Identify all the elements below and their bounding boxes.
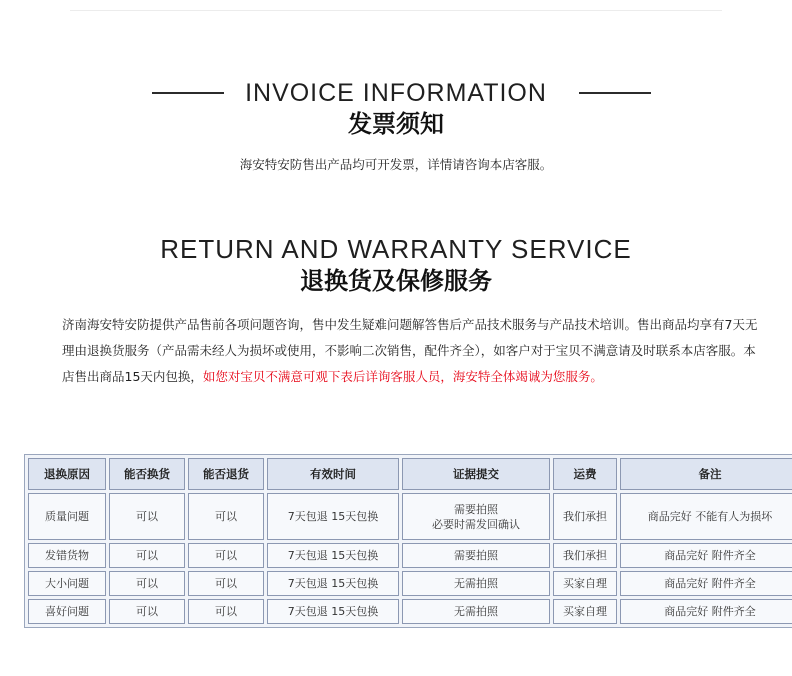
invoice-text: 海安特安防售出产品均可开发票，详情请咨询本店客服。 [239,157,553,172]
cell-refund: 可以 [188,543,264,568]
cell-shipping: 买家自理 [553,571,617,596]
top-divider [70,10,722,11]
header-evidence: 证据提交 [402,458,550,490]
header-valid-time: 有效时间 [267,458,399,490]
returns-description-text: 济南海安特安防提供产品售前各项问题咨询，售中发生疑难问题解答售后产品技术服务与产品技术培训。售出商品均享有7天无理由退换货服务（产品需未经人为损坏或使用，不影响二次销售，配件齐全），如客户对于宝贝不满意请及时联系本店客服。本店售出商品15天内包换， [62,317,758,384]
cell-reason: 大小问题 [28,571,106,596]
invoice-title-right-rule [579,92,651,94]
header-reason: 退换原因 [28,458,106,490]
returns-description-highlight: 如您对宝贝不满意可观下表后详询客服人员，海安特全体竭诚为您服务。 [202,369,603,384]
cell-valid-time: 7天包退 15天包换 [267,543,399,568]
cell-exchange: 可以 [109,543,185,568]
cell-refund: 可以 [188,599,264,624]
table-header-row [28,458,792,490]
cell-reason: 质量问题 [28,493,106,540]
invoice-title-zh: 发票须知 [348,110,444,138]
returns-description [62,312,762,390]
cell-remarks: 商品完好 附件齐全 [620,543,792,568]
cell-evidence: 无需拍照 [402,571,550,596]
cell-valid-time: 7天包退 15天包换 [267,571,399,596]
cell-exchange: 可以 [109,493,185,540]
returns-title-zh: 退换货及保修服务 [300,267,492,295]
cell-refund: 可以 [188,571,264,596]
cell-exchange: 可以 [109,571,185,596]
cell-reason: 喜好问题 [28,599,106,624]
header-remarks: 备注 [620,458,792,490]
cell-exchange: 可以 [109,599,185,624]
table-row [28,599,792,624]
cell-remarks: 商品完好 附件齐全 [620,599,792,624]
table-row [28,493,792,540]
cell-remarks: 商品完好 不能有人为损坏 [620,493,792,540]
cell-valid-time: 7天包退 15天包换 [267,493,399,540]
invoice-title-en: INVOICE INFORMATION [245,79,547,107]
returns-title-en: RETURN AND WARRANTY SERVICE [160,234,632,264]
cell-refund: 可以 [188,493,264,540]
header-exchange: 能否换货 [109,458,185,490]
cell-shipping: 我们承担 [553,543,617,568]
cell-reason: 发错货物 [28,543,106,568]
header-shipping: 运费 [553,458,617,490]
return-policy-table [24,454,792,628]
cell-shipping: 买家自理 [553,599,617,624]
table-row [28,571,792,596]
cell-evidence: 无需拍照 [402,599,550,624]
table-row [28,543,792,568]
header-refund: 能否退货 [188,458,264,490]
cell-remarks: 商品完好 附件齐全 [620,571,792,596]
cell-valid-time: 7天包退 15天包换 [267,599,399,624]
cell-evidence: 需要拍照 必要时需发回确认 [402,493,550,540]
cell-shipping: 我们承担 [553,493,617,540]
cell-evidence: 需要拍照 [402,543,550,568]
